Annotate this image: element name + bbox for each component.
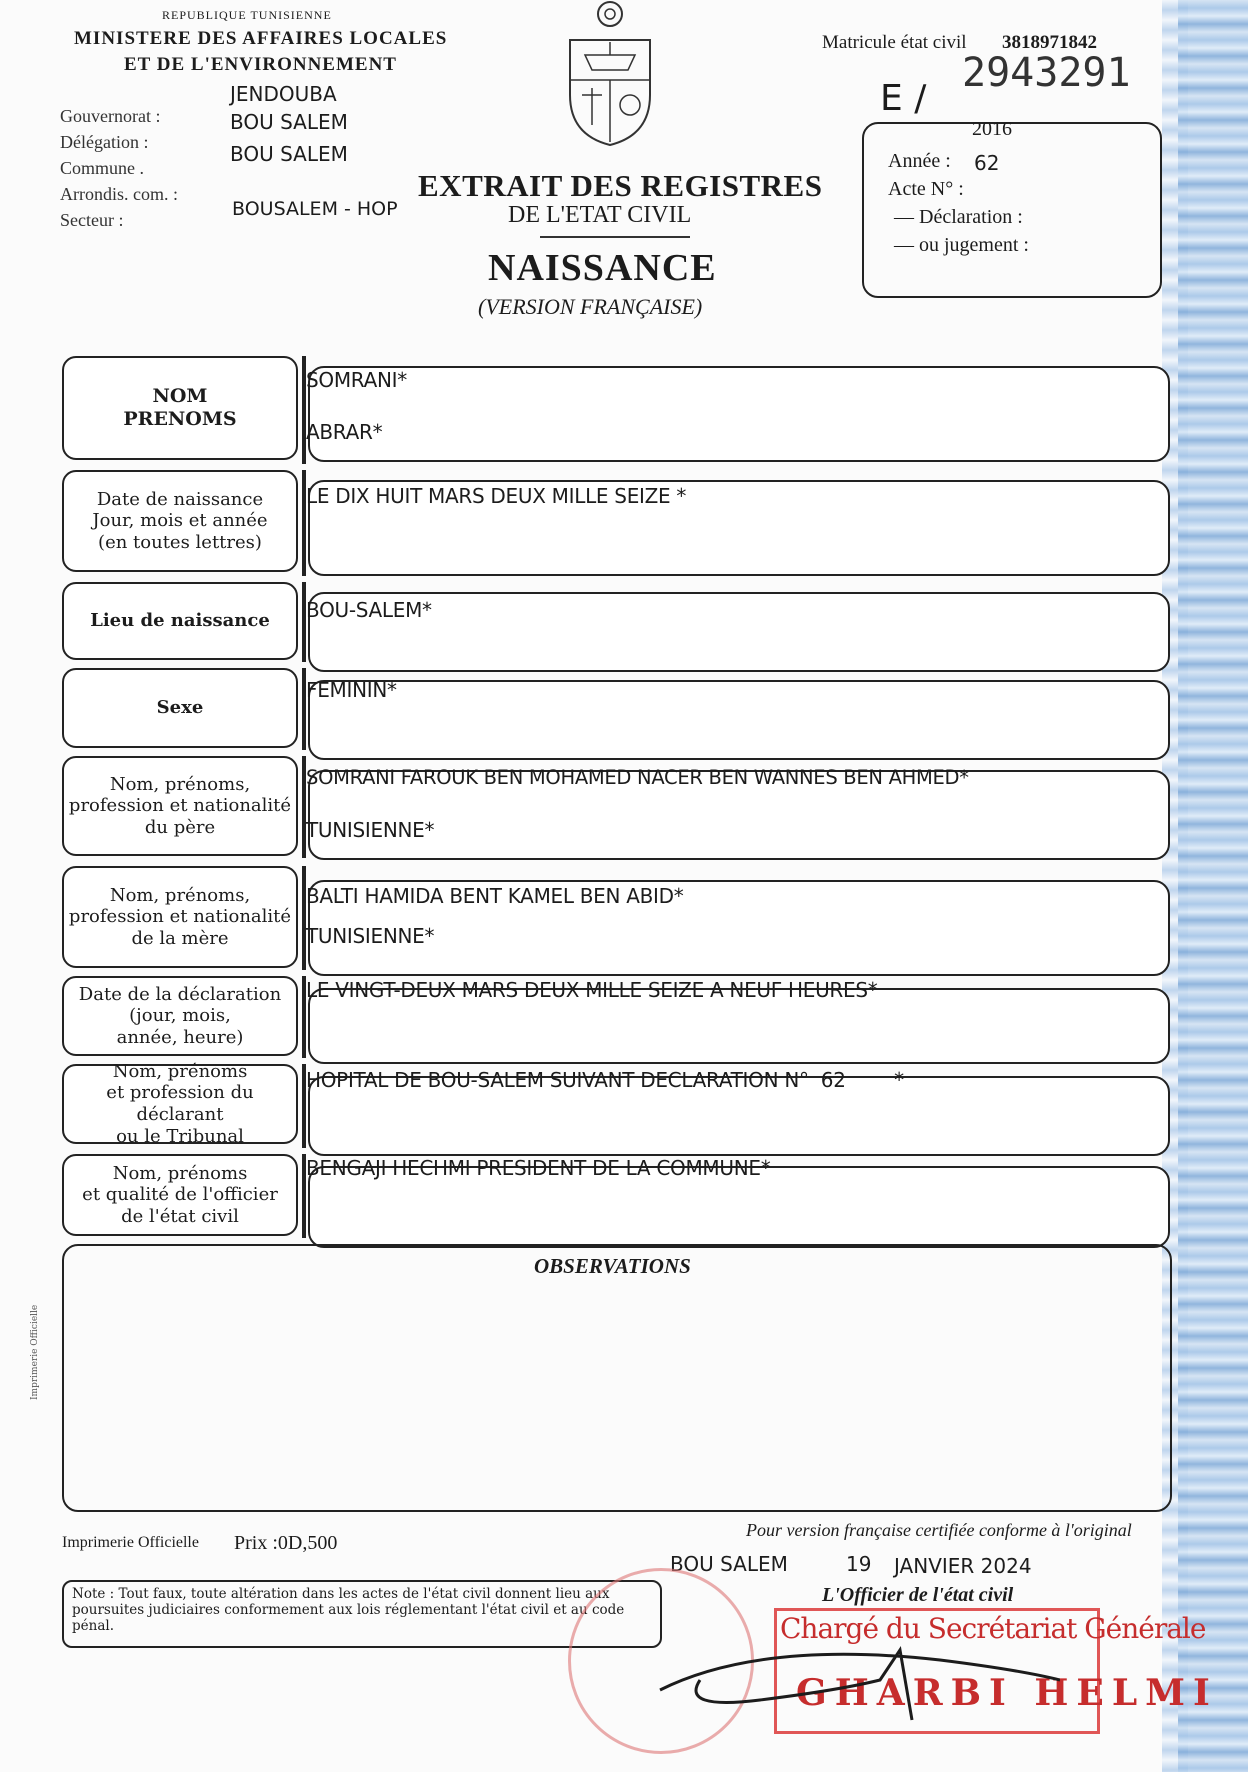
row-sexe xyxy=(62,668,1172,750)
stamp-title: Chargé du Secrétariat Générale xyxy=(780,1612,1206,1645)
nom-value: SOMRANI* xyxy=(306,368,407,392)
commune-value: BOU SALEM xyxy=(230,142,348,166)
row-label: Date de la déclaration (jour, mois, année, heure) xyxy=(62,976,298,1056)
row-lieu-naissance xyxy=(62,582,1172,662)
issue-place: BOU SALEM xyxy=(670,1552,788,1576)
republic-label: REPUBLIQUE TUNISIENNE xyxy=(162,8,332,22)
row-value-box xyxy=(308,680,1170,760)
date-naissance-value: LE DIX HUIT MARS DEUX MILLE SEIZE * xyxy=(306,484,687,508)
row-value-box xyxy=(308,592,1170,672)
version-label: (VERSION FRANÇAISE) xyxy=(478,294,703,319)
matricule-label: Matricule état civil xyxy=(822,32,967,53)
issue-day: 19 xyxy=(846,1552,872,1576)
pere-nationalite-value: TUNISIENNE* xyxy=(306,818,435,842)
date-declaration-value: LE VINGT-DEUX MARS DEUX MILLE SEIZE A NEUF HEURES* xyxy=(306,978,878,1002)
side-print: Imprimerie Officielle xyxy=(30,1304,40,1400)
row-label: Lieu de naissance xyxy=(62,582,298,660)
declaration-label: — Déclaration : xyxy=(894,206,1023,228)
row-value-box xyxy=(308,366,1170,462)
price-label: Prix :0D,500 xyxy=(234,1532,338,1554)
title-line2: DE L'ETAT CIVIL xyxy=(508,202,692,228)
mere-nationalite-value: TUNISIENNE* xyxy=(306,924,435,948)
label-arrondissement: Arrondis. com. : xyxy=(60,184,178,204)
tunisia-coat-of-arms-icon xyxy=(560,0,660,150)
row-label: NOM PRENOMS xyxy=(62,356,298,460)
matricule-value: 3818971842 xyxy=(1002,32,1097,53)
row-date-declaration xyxy=(62,976,1172,1058)
row-label: Nom, prénoms, profession et nationalité de la mère xyxy=(62,866,298,968)
pere-nom-value: SOMRANI FAROUK BEN MOHAMED NACER BEN WANNES BEN AHMED* xyxy=(306,766,969,789)
row-nom-prenoms xyxy=(62,356,1172,464)
document-type-title: NAISSANCE xyxy=(488,247,717,289)
ministry-line1: MINISTERE DES AFFAIRES LOCALES xyxy=(74,28,448,49)
row-label: Sexe xyxy=(62,668,298,748)
declarant-value: HOPITAL DE BOU-SALEM SUIVANT DECLARATION N° 62 * xyxy=(306,1068,904,1092)
row-label: Nom, prénoms, profession et nationalité du père xyxy=(62,756,298,856)
row-divider xyxy=(302,866,306,970)
label-gouvernorat: Gouvernorat : xyxy=(60,106,161,126)
serial-prefix: E / xyxy=(880,78,927,119)
acte-number-label: Acte N° : xyxy=(888,178,964,200)
stamp-officer-name: GHARBI HELMI xyxy=(796,1672,1218,1714)
annee-value: 62 xyxy=(974,151,1000,175)
row-label: Nom, prénoms et profession du déclarant ou le Tribunal xyxy=(62,1064,298,1144)
label-delegation: Délégation : xyxy=(60,132,149,152)
row-pere xyxy=(62,756,1172,858)
officier-value: BENGAJI HECHMI PRESIDENT DE LA COMMUNE* xyxy=(306,1156,771,1180)
jugement-label: — ou jugement : xyxy=(894,234,1029,256)
issue-month-year: JANVIER 2024 xyxy=(894,1554,1032,1578)
row-label: Date de naissance Jour, mois et année (en toutes lettres) xyxy=(62,470,298,572)
annee-label: Année : xyxy=(888,150,951,172)
printer-label: Imprimerie Officielle xyxy=(62,1534,199,1551)
row-mere xyxy=(62,866,1172,970)
lieu-naissance-value: BOU-SALEM* xyxy=(306,598,432,622)
year-written: 2016 xyxy=(972,118,1012,140)
secteur-value: BOUSALEM - HOP xyxy=(232,198,398,220)
observations-box xyxy=(62,1244,1172,1512)
label-commune: Commune . xyxy=(60,158,144,178)
acte-info-box xyxy=(862,118,1162,298)
ministry-line2: ET DE L'ENVIRONNEMENT xyxy=(124,54,397,75)
officer-title: L'Officier de l'état civil xyxy=(822,1584,1014,1606)
delegation-value: BOU SALEM xyxy=(230,110,348,134)
row-declarant xyxy=(62,1060,1172,1148)
signature-icon xyxy=(640,1620,1060,1730)
row-officier xyxy=(62,1154,1172,1238)
prenom-value: ABRAR* xyxy=(306,420,383,444)
gouvernorat-value: JENDOUBA xyxy=(230,82,337,106)
certification-text: Pour version française certifiée conforme à l'original xyxy=(746,1520,1132,1540)
title-line1: EXTRAIT DES REGISTRES xyxy=(418,168,823,203)
label-secteur: Secteur : xyxy=(60,210,124,230)
observations-title: OBSERVATIONS xyxy=(534,1254,691,1278)
paper-edge-pattern xyxy=(1178,0,1248,1772)
mere-nom-value: BALTI HAMIDA BENT KAMEL BEN ABID* xyxy=(306,884,684,908)
legal-note: Note : Tout faux, toute altération dans les actes de l'état civil donnent lieu aux poursuites judiciaires conformement aux lois réglementant l'état civil et au code pénal. xyxy=(62,1580,662,1648)
title-underline xyxy=(540,236,690,238)
serial-number: 2943291 xyxy=(962,50,1131,96)
row-date-naissance xyxy=(62,470,1172,576)
sexe-value: FEMININ* xyxy=(306,678,397,702)
row-divider xyxy=(302,582,306,662)
row-label: Nom, prénoms et qualité de l'officier de l'état civil xyxy=(62,1154,298,1236)
